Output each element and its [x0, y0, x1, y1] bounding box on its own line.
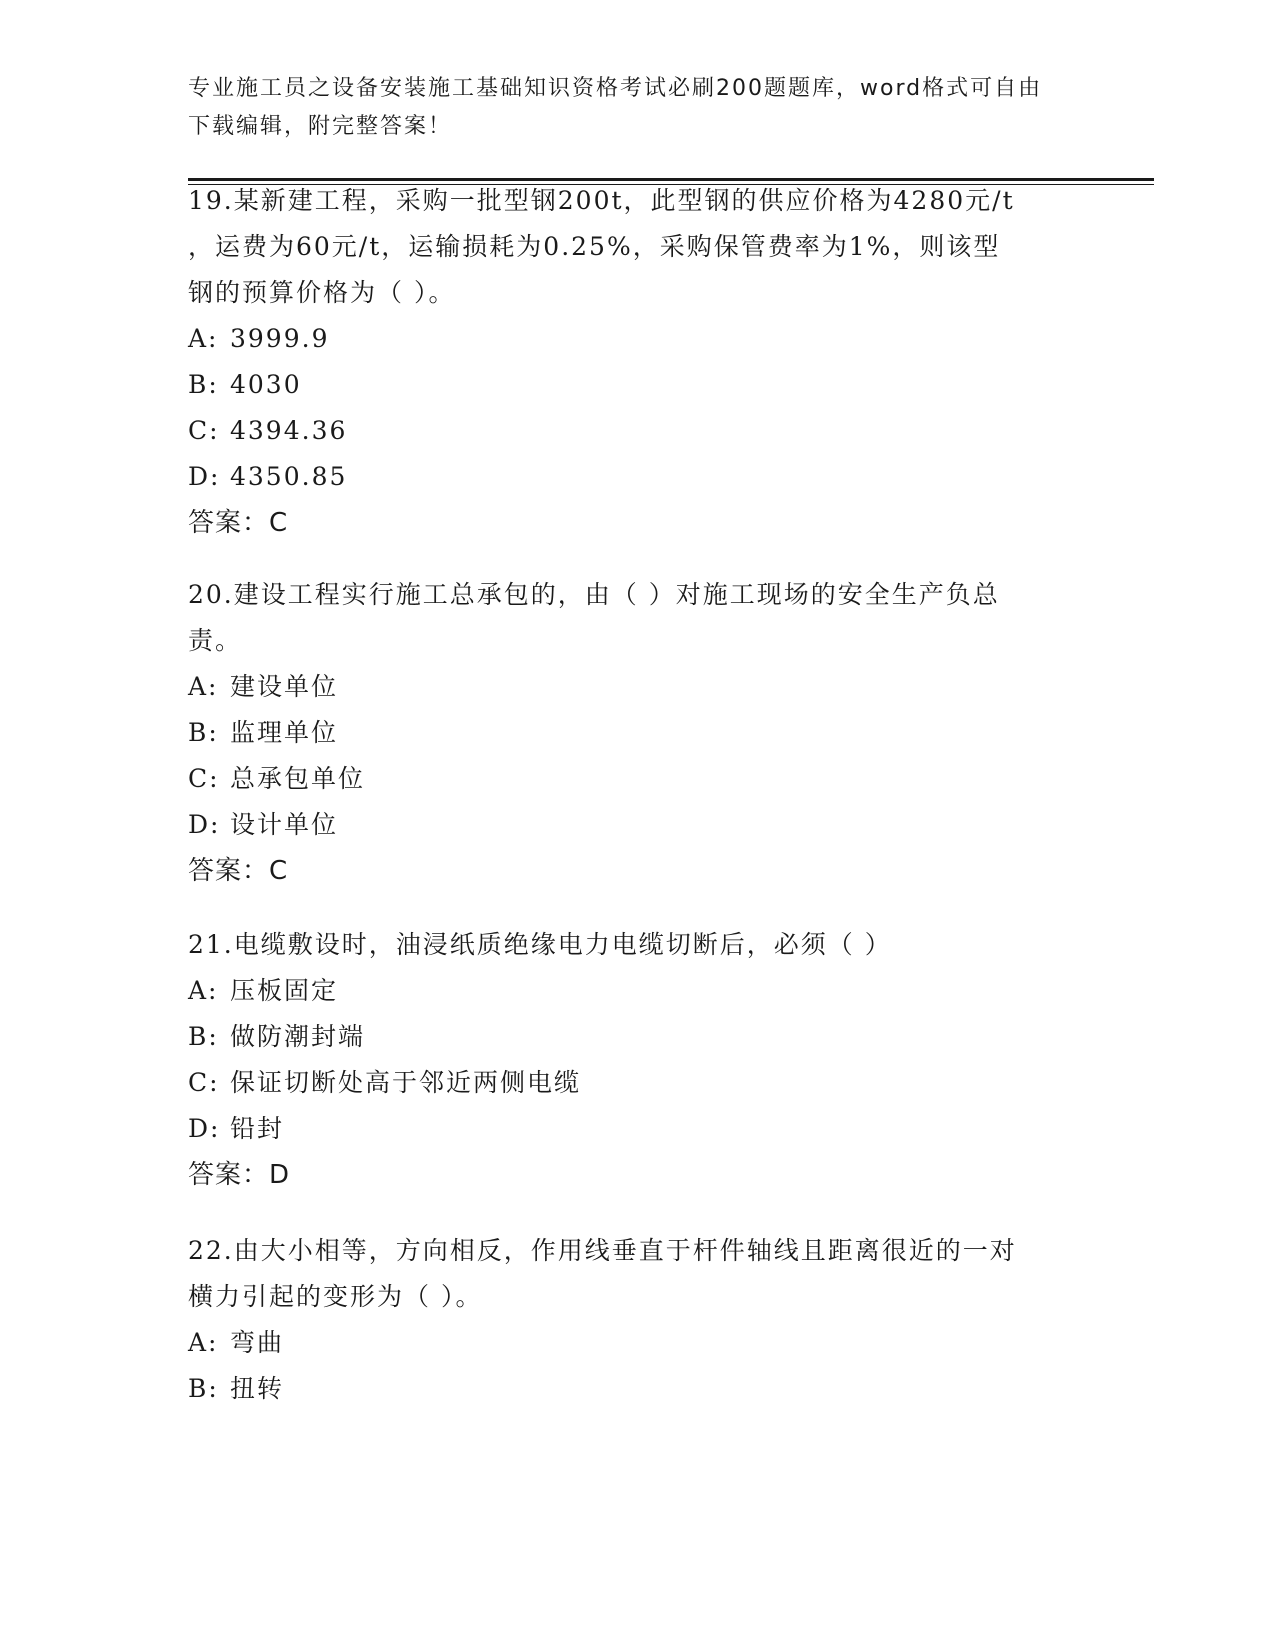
option-text: 4394.36	[230, 416, 348, 445]
question-stem: 20.建设工程实行施工总承包的，由（ ）对施工现场的安全生产负总 责。	[188, 580, 1000, 655]
option-label: C:	[188, 1068, 220, 1097]
option-a	[188, 664, 1088, 710]
option-label: B:	[188, 1022, 219, 1051]
question-stem: 22.由大小相等，方向相反，作用线垂直于杆件轴线且距离很近的一对 横力引起的变形为（ ）。	[188, 1236, 1017, 1311]
option-text: 扭转	[230, 1374, 285, 1403]
header-line-1: 专业施工员之设备安装施工基础知识资格考试必刷200题题库，word格式可自由	[188, 76, 1043, 101]
question-21	[188, 922, 1088, 1198]
option-label: C:	[188, 416, 220, 445]
option-label: A:	[188, 976, 219, 1005]
option-text: 监理单位	[230, 718, 339, 747]
option-text: 设计单位	[230, 810, 339, 839]
option-text: 铅封	[230, 1114, 285, 1143]
option-d	[188, 1106, 1088, 1152]
option-b	[188, 1014, 1088, 1060]
question-20	[188, 572, 1088, 894]
option-text: 弯曲	[230, 1328, 285, 1357]
option-b	[188, 710, 1088, 756]
option-text: 4350.85	[230, 462, 348, 491]
option-b	[188, 1366, 1088, 1412]
option-label: B:	[188, 1374, 219, 1403]
option-d	[188, 454, 1088, 500]
option-label: A:	[188, 1328, 219, 1357]
option-label: A:	[188, 672, 219, 701]
option-text: 压板固定	[230, 976, 339, 1005]
option-label: D:	[188, 462, 221, 491]
option-d	[188, 802, 1088, 848]
answer: 答案：C	[188, 856, 289, 886]
question-stem: 19.某新建工程，采购一批型钢200t，此型钢的供应价格为4280元/t ，运费为60元/t，运输损耗为0.25%，采购保管费率为1%，则该型 钢的预算价格为（ ）。	[188, 186, 1015, 307]
option-c	[188, 1060, 1088, 1106]
option-b	[188, 362, 1088, 408]
option-label: D:	[188, 1114, 221, 1143]
answer: 答案：D	[188, 1160, 291, 1190]
option-c	[188, 408, 1088, 454]
answer: 答案：C	[188, 508, 289, 538]
option-a	[188, 968, 1088, 1014]
option-label: B:	[188, 370, 219, 399]
option-text: 建设单位	[230, 672, 339, 701]
option-text: 总承包单位	[230, 764, 366, 793]
option-text: 3999.9	[230, 324, 330, 353]
header-line-2: 下载编辑，附完整答案！	[188, 114, 453, 139]
option-text: 保证切断处高于邻近两侧电缆	[230, 1068, 582, 1097]
option-label: B:	[188, 718, 219, 747]
option-label: C:	[188, 764, 220, 793]
option-c	[188, 756, 1088, 802]
option-label: A:	[188, 324, 219, 353]
question-22	[188, 1228, 1088, 1412]
option-a	[188, 1320, 1088, 1366]
option-a	[188, 316, 1088, 362]
option-text: 做防潮封端	[230, 1022, 366, 1051]
option-label: D:	[188, 810, 221, 839]
question-stem: 21.电缆敷设时，油浸纸质绝缘电力电缆切断后，必须（ ）	[188, 930, 892, 959]
document-header	[188, 70, 1068, 146]
question-19	[188, 178, 1088, 546]
option-text: 4030	[230, 370, 302, 399]
